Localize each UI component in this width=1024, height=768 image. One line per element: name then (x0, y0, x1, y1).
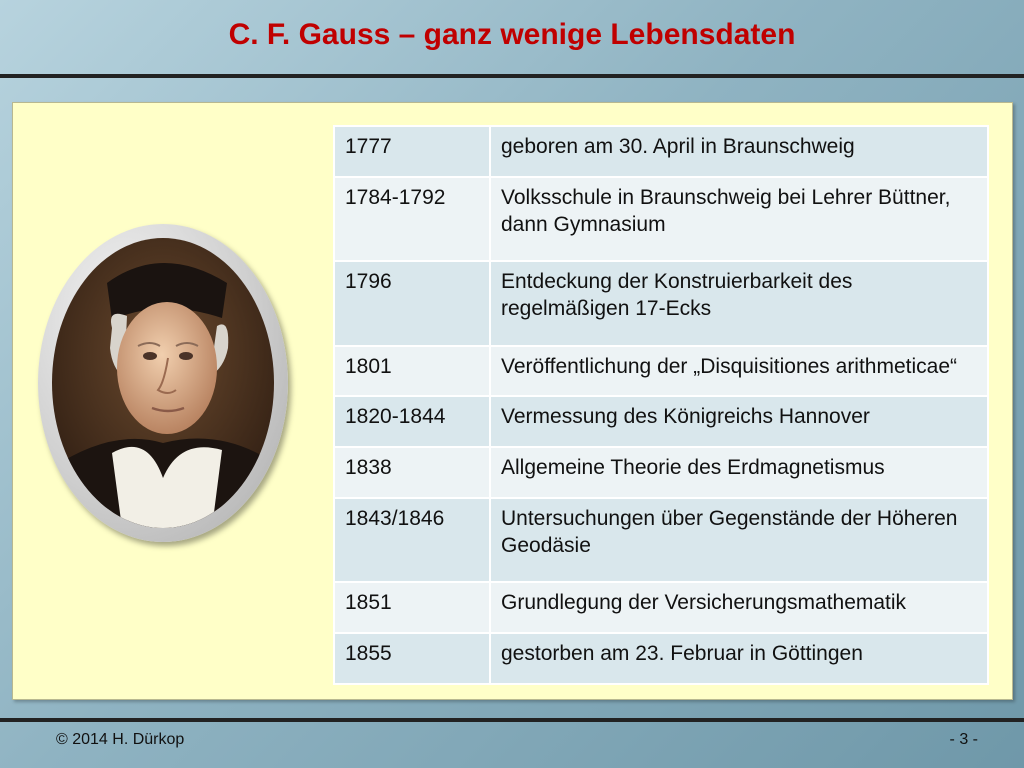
year-cell: 1796 (334, 261, 490, 345)
slide-title: C. F. Gauss – ganz wenige Lebensdaten (228, 18, 796, 51)
title-divider (0, 74, 1024, 78)
table-row (334, 633, 988, 684)
year-cell: 1820-1844 (334, 396, 490, 447)
event-cell: Untersuchungen über Gegenstände der Höheren Geodäsie (490, 498, 988, 582)
footer-page-number: - 3 - (949, 731, 978, 748)
event-cell: geboren am 30. April in Braunschweig (490, 126, 988, 177)
event-cell: Entdeckung der Konstruierbarkeit des regelmäßigen 17-Ecks (490, 261, 988, 345)
table-row (334, 177, 988, 261)
year-cell: 1777 (334, 126, 490, 177)
table-row (334, 261, 988, 345)
year-cell: 1843/1846 (334, 498, 490, 582)
year-cell: 1801 (334, 346, 490, 397)
event-cell: Allgemeine Theorie des Erdmagnetismus (490, 447, 988, 498)
event-cell: Veröffentlichung der „Disquisitiones arithmeticae“ (490, 346, 988, 397)
event-cell: Vermessung des Königreichs Hannover (490, 396, 988, 447)
table-row (334, 396, 988, 447)
table-row (334, 582, 988, 633)
year-cell: 1784-1792 (334, 177, 490, 261)
table-row (334, 498, 988, 582)
table-row (334, 126, 988, 177)
portrait-image (52, 238, 274, 528)
event-cell: Grundlegung der Versicherungsmathematik (490, 582, 988, 633)
biography-table (333, 125, 989, 685)
event-cell: Volksschule in Braunschweig bei Lehrer Büttner, dann Gymnasium (490, 177, 988, 261)
event-cell: gestorben am 23. Februar in Göttingen (490, 633, 988, 684)
table-row (334, 346, 988, 397)
year-cell: 1855 (334, 633, 490, 684)
year-cell: 1838 (334, 447, 490, 498)
year-cell: 1851 (334, 582, 490, 633)
footer-divider (0, 718, 1024, 722)
footer-copyright: © 2014 H. Dürkop (56, 731, 185, 748)
portrait-frame (38, 224, 288, 542)
table-row (334, 447, 988, 498)
